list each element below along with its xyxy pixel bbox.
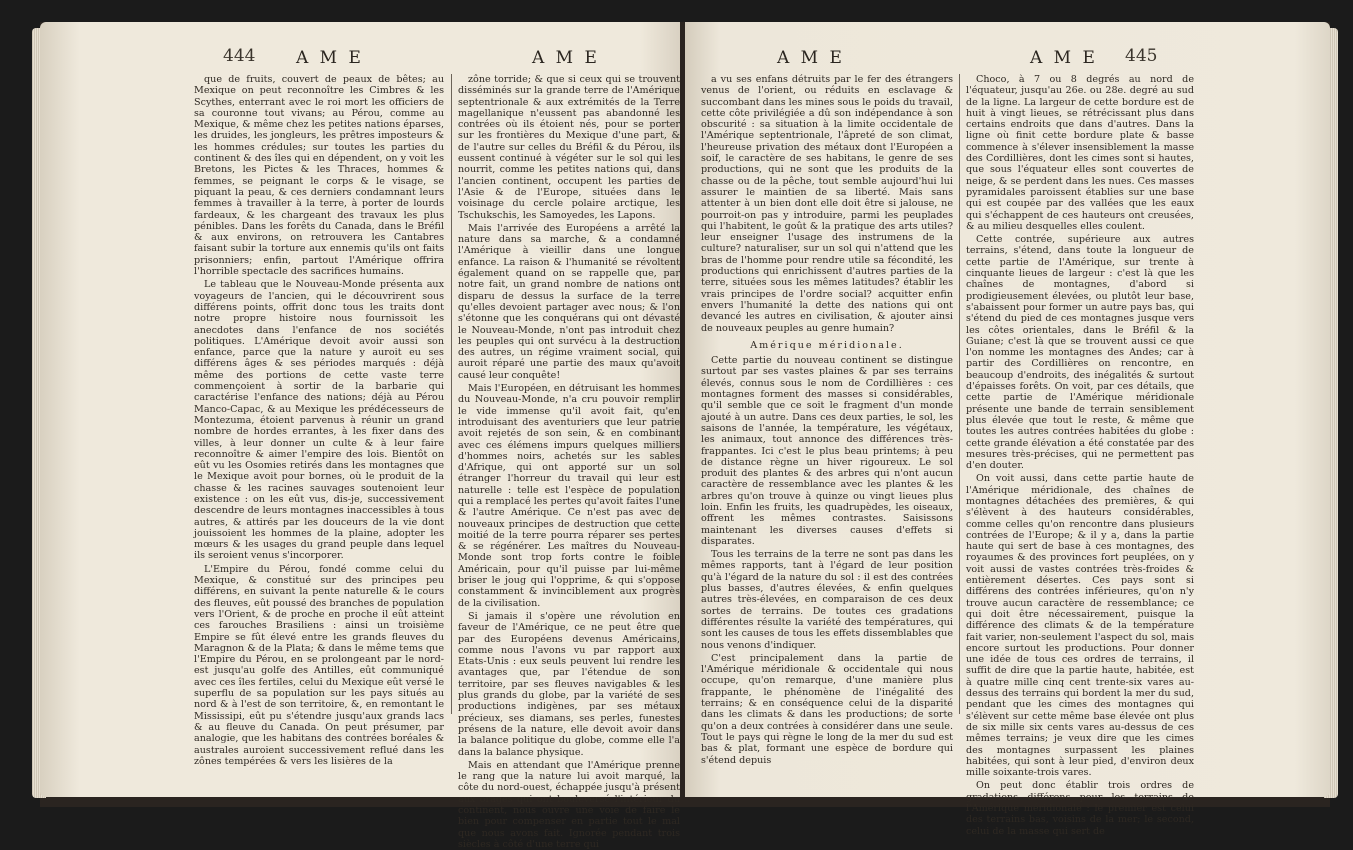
left-column-1: [194, 74, 445, 767]
paragraph: zône torride; & que si ceux qui se trouvent disséminés sur la grande terre de l'Amérique septentrionale & aux extrémités de la Terre magellanique n'eussent pas abandonné les contrées où ils étoient nés, pour se porter sur les frontières du Mexique d'une part, & de l'autre sur celles du Bréfil & du Pérou, ils eussent continué à végéter sur le sol qui les nourrit, comme les petites nations qui, dans l'ancien continent, occupent les parties de l'Asie & de l'Europe, situées dans le voisinage du cercle polaire arctique, les Tschukschis, les Samoyedes, les Lapons.: [458, 74, 680, 221]
paragraph: Mais en attendant que l'Amérique prenne le rang que la nature lui avoit marqué, la côte du nord-ouest, échappée jusqu'à présent aux orages qui ont bouleversé l'intérieur du continent, nous ouvre une voie de faire le bien pour compenser en partie tout le mal que nous avons fait. Ignorée pendant trois siècles à côté d'une terre qui: [458, 759, 681, 850]
paragraph: a vu ses enfans détruits par le fer des étrangers venus de l'orient, ou réduits en esclavage & succombant dans les mines sous le poids du travail, cette côte privilégiée a dû son indépendance à son obscurité : sa situation à la limite occidentale de l'Amérique septentrionale, l'âpreté de son climat, l'heureuse privation des métaux dont l'Européen a soif, le caractère de ses habitans, le genre de ses productions, qui ne sont que les produits de la chasse ou de la pêche, tout semble aujourd'hui lui assurer le maintien de sa liberté. Mais sans attenter à un bien dont elle doit être si jalouse, ne pourroit-on pas y introduire, parmi les peuplades qui l'habitent, le goût & la pratique des arts utiles? leur enseigner l'usage des instrumens de la culture? naturaliser, sur un sol qui n'attend que les bras de l'homme pour rendre utile sa fécondité, les productions qui enrichissent d'autres parties de la terre, situées sous les mêmes latitudes? établir les vrais principes de l'ordre social? acquitter enfin envers l'humanité la dette des nations qui ont devancé les autres en civilisation, & ajouter ainsi de nouveaux peuples au genre humain?: [701, 74, 953, 334]
paragraph: Choco, à 7 ou 8 degrés au nord de l'équateur, jusqu'au 26e. ou 28e. degré au sud de la ligne. La largeur de cette bordure est de huit à vingt lieues, se rétrécissant plus dans certains endroits que dans d'autres. Dans la ligne où finit cette bordure plate & basse commence à s'élever insensiblement la masse des Cordillières, dont les cimes sont si hautes, que sous l'équateur elles sont couvertes de neige, & se perdent dans les nues. Ces masses pyramidales paroissent établies sur une base qui est coupée par des vallées que les eaux qui s'échappent de ces hauteurs ont creusées, & au milieu desquelles elles coulent.: [966, 74, 1194, 232]
paragraph: Mais l'arrivée des Européens a arrêté la nature dans sa marche, & a condamné l'Amérique à vieillir dans une longue enfance. La raison & l'humanité se révoltent également quand on se rappelle que, par notre fait, un grand nombre de nations ont disparu de dessus la surface de la terre qu'elles devoient partager avec nous; & l'on s'étonne que les conquérans qui ont dévasté le Nouveau-Monde, n'ont pas introduit chez les peuples qui ont survécu à la destruction des autres, un régime vraiment social, qui auroit réparé une partie des maux qu'avoit causé leur conquête!: [458, 222, 680, 381]
running-head-right-1: A M E: [777, 48, 845, 68]
paragraph: On voit aussi, dans cette partie haute de l'Amérique méridionale, des chaînes de montagnes détachées des premières, & qui s'élèvent à des hauteurs considérables, comme celles qu'on rencontre dans plusieurs contrées de l'Europe; & il y a, dans la partie haute qui sert de base à ces montagnes, des royaumes & des provinces fort peuplées, on y voit aussi de vastes contrées très-froides & entièrement désertes. Ces pays sont si différens des contrées inférieures, qu'on n'y trouve aucun caractère de ressemblance; ce qui doit être nécessairement, puisque la différence des climats & de la température fait varier, non-seulement l'aspect du sol, mais encore surtout les productions. Pour donner une idée de tous ces ordres de terrains, il suffit de dire que la partie haute, habitée, est à quatre mille cinq cent trente-six vares au-dessus des terrains qui bordent la mer du sud, pendant que les cimes des montagnes qui s'élèvent sur cette même base élevée ont plus de six mille six cents vares au-dessus de ces mêmes terrains; je veux dire que les cimes des montagnes surpassent les plaines habitées, qui sont à leur pied, d'environ deux mille soixante-trois vares.: [966, 473, 1194, 779]
running-head-right-2: A M E: [1030, 48, 1098, 68]
paragraph: C'est principalement dans la partie de l'Amérique méridionale & occidentale qui nous occupe, qu'on remarque, d'une manière plus frappante, le phénomène de l'inégalité des terrains; & en conséquence celui de la disparité dans les climats & dans les productions; de sorte qu'on a deux contrées à considérer dans une seule. Tout le pays qui règne le long de la mer du sud est bas & plat, formant une espèce de bordure qui s'étend depuis: [701, 652, 953, 766]
right-column-1: [701, 74, 953, 766]
paragraph: Le tableau que le Nouveau-Monde présenta aux voyageurs de l'ancien, qui le découvrirent sous différens points, offrit donc tous les traits dont notre propre histoire nous fournissoit les anecdotes dans l'enfance de nos sociétés politiques. L'Amérique devoit avoir aussi son enfance, parce que la nature y auroit eu ses différens âges & ses périodes marqués : déjà même des portions de cette vaste terre commençoient à sortir de la barbarie qui caractérise l'enfance des nations; déjà au Pérou Manco-Capac, & au Mexique les prédécesseurs de Montezuma, étoient parvenus à réunir un grand nombre de hordes errantes, à les fixer dans des villes, à leur donner un culte & à leur faire reconnoître & aimer l'empire des lois. Bientôt on eût vu les Osomies retirés dans les montagnes que le Mexique avoit pour bornes, où le produit de la chasse & les racines sauvages soutenoient leur existence : on les eût vus, dis-je, successivement descendre de leurs montagnes inaccessibles à tous autres, & attirés par les douceurs de la vie dont jouissoient les hommes de la plaine, adopter les mœurs & les usages du grand peuple dans lequel ils seroient venus s'incorporer.: [194, 279, 444, 562]
paragraph: Tous les terrains de la terre ne sont pas dans les mêmes rapports, tant à l'égard de leur position qu'à l'égard de la nature du sol : il est des contrées plus basses, d'autres élevées, & enfin quelques autres très-élevées, en comparaison de ces deux sortes de terrains. De toutes ces gradations différentes résulte la variété des températures, qui sont les causes de tous les effets dissemblables que nous venons d'indiquer.: [701, 549, 953, 651]
paragraph: L'Empire du Pérou, fondé comme celui du Mexique, & constitué sur des principes peu différens, en suivant la pente naturelle & le cours des fleuves, eût poussé des branches de population vers l'Orient, & de proche en proche il eût atteint ces farouches Brasiliens : ainsi un troisième Empire se fût élevé entre les grands fleuves du Maragnon & de la Plata; & dans le même tems que l'Empire du Pérou, en se prolongeant par le nord-est jusqu'au golfe des Antilles, eût communiqué avec ces îles fertiles, celui du Mexique eût versé le superflu de sa population sur les pays situés au nord & à l'est de son territoire, &, en remontant le Mississipi, eût pu s'étendre jusqu'aux grands lacs & au fleuve du Canada. On peut présumer, par analogie, que les habitans des contrées boréales & australes auroient successivement reflué dans les zônes tempérées & vers les lisières de la: [194, 563, 444, 767]
running-head-left-1: A M E: [296, 48, 364, 68]
page-number-right: 445: [1125, 46, 1158, 66]
left-page: [40, 22, 681, 850]
right-page: [685, 22, 1330, 837]
left-column-2: [458, 74, 681, 850]
paragraph: On peut donc établir trois ordres de gradations différens pour les terrains de l'Amérique méridionale : le premier est celui des terrains bas, voisins de la mer; le second, celui de la masse qui sert de: [966, 780, 1194, 837]
section-title: Amérique méridionale.: [750, 339, 904, 351]
column-rule: [959, 74, 960, 714]
paragraph: Mais l'Européen, en détruisant les hommes du Nouveau-Monde, n'a cru pouvoir remplir le vide immense qu'il avoit fait, qu'en introduisant des aventuriers que leur patrie avoit rejetés de son sein, & en combinant avec ces élémens impurs quelques milliers d'hommes noirs, achetés sur les sables d'Afrique, qui ont apporté sur un sol étranger l'horreur du travail qui leur est naturelle : telle est l'espèce de population qui a remplacé les pertes qu'avoit faites l'une & l'autre Amérique. Ce n'est pas avec de nouveaux principes de destruction que cette moitié de la terre pourra réparer ses pertes & se régénérer. Les maîtres du Nouveau-Monde sont trop forts contre le foible Américain, pour qu'il puisse par lui-même briser le joug qui l'opprime, & qui s'oppose constamment & invinciblement aux progrès de la civilisation.: [458, 383, 680, 609]
right-column-2: [966, 74, 1194, 837]
running-head-left-2: A M E: [532, 48, 600, 68]
page-number-left: 444: [223, 46, 256, 66]
paragraph: Si jamais il s'opère une révolution en faveur de l'Amérique, ce ne peut être que par des Européens devenus Américains, comme nous l'avons vu par rapport aux Etats-Unis : eux seuls peuvent lui rendre les avantages que, par l'étendue de son territoire, par ses fleuves navigables & les plus grands du globe, par la variété de ses productions indigènes, par ses métaux précieux, ses diamans, ses perles, funestes présens de la nature, elle devoit avoir dans la balance politique du globe, comme elle l'a dans la balance physique.: [458, 610, 680, 758]
paragraph: que de fruits, couvert de peaux de bêtes; au Mexique on peut reconnoître les Cimbres & les Scythes, enterrant avec le roi mort les officiers de sa couronne tout vivans; au Pérou, comme au Mexique, & même chez les petites nations éparses, les druides, les jongleurs, les prêtres imposteurs & les hommes crédules; sur toutes les parties du continent & des îles qui en dépendent, on y voit les Bretons, les Pictes & les Thraces, hommes & femmes, se peignant le corps & le visage, se piquant la peau, & ces derniers condamnant leurs femmes à travailler à la terre, à porter de lourds fardeaux, & les chargeant des travaux les plus pénibles. Dans les forêts du Canada, dans le Bréfil & aux environs, on retrouvera les Cantabres faisant subir la torture aux ennemis qu'ils ont faits prisonniers; enfin, partout l'Amérique offrira l'horrible spectacle des sacrifices humains.: [194, 74, 445, 278]
paragraph: Cette partie du nouveau continent se distingue surtout par ses vastes plaines & par ses terrains élevés, connus sous le nom de Cordillières : ces montagnes forment des masses si considérables, qu'il semble que ce soit le fragment d'un monde ajouté à un autre. Dans ces deux parties, le sol, les saisons de l'année, la température, les végétaux, les animaux, tout annonce des différences très-frappantes. Ici c'est le plus beau printems; à peu de distance règne un hiver rigoureux. Le sol produit des plantes & des arbres qui n'ont aucun caractère de ressemblance avec les plantes & les arbres qu'on trouve à quinze ou vingt lieues plus loin. Enfin les fruits, les quadrupèdes, les oiseaux, offrent les mêmes contrastes. Saisissons maintenant les diverses causes d'effets si disparates.: [701, 355, 953, 547]
open-book: [40, 22, 1330, 850]
paragraph: Cette contrée, supérieure aux autres terrains, s'étend, dans toute la longueur de cette partie de l'Amérique, sur trente à cinquante lieues de largeur : c'est là que les chaînes de montagnes, d'abord si prodigieusement élevées, ou plutôt leur base, s'abaissent pour former un autre pays bas, qui s'étend du pied de ces montagnes jusque vers les côtes orientales, dans le Bréfil & la Guiane; c'est là que se trouvent aussi ce que l'on nomme les montagnes des Andes; car à partir des Cordillières on rencontre, en beaucoup d'endroits, des inégalités & surtout d'épaisses forêts. On voit, par ces détails, que cette partie de l'Amérique méridionale présente une bande de terrain sensiblement plus élevée que tout le reste, & même que toutes les autres contrées habitées du globe : cette grande élévation a été constatée par des mesures très-précises, qui ne permettent pas d'en douter.: [966, 234, 1194, 472]
column-rule: [451, 74, 452, 714]
